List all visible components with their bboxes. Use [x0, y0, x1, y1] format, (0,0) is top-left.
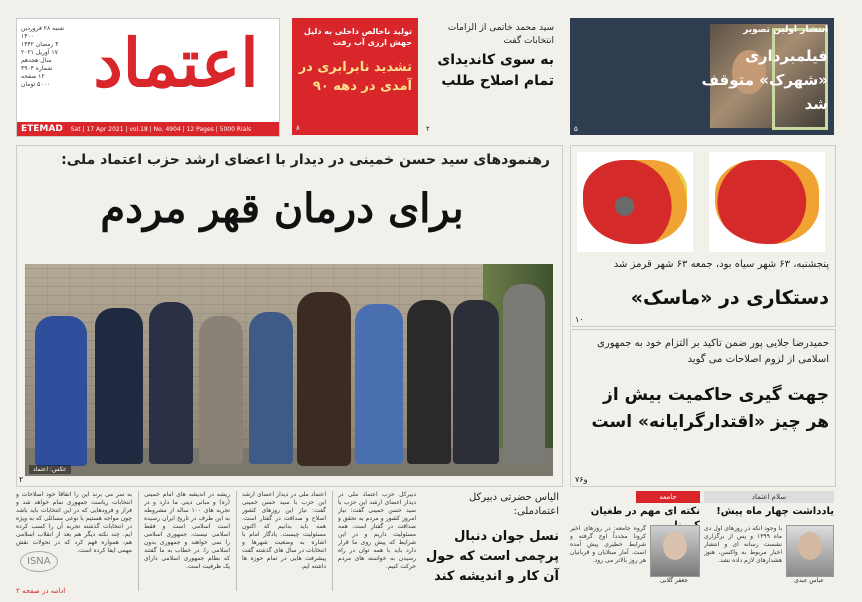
english-name: ETEMAD — [21, 124, 63, 134]
interview-kicker: الیاس حضرتی دبیرکل اعتمادملی: — [468, 492, 559, 517]
interview-headline[interactable]: نسل جوان دنبال پرچمی است که حول آن کار و اندیشه کند — [425, 529, 559, 584]
person-4 — [199, 316, 243, 464]
column-jameh-author: جعفر گلابی — [660, 577, 688, 584]
map-shape-left — [583, 160, 687, 244]
column-jameh-headline[interactable]: نکته ای مهم در طغیان — [590, 506, 700, 517]
column-salam-photo — [786, 525, 834, 577]
masthead — [16, 18, 280, 137]
teaser-khatami-kicker: سید محمد خاتمی از الزامات انتخابات گفت — [447, 23, 554, 46]
main-kicker: رهنمودهای سید حسن خمینی در دیدار با اعضای ارشد حزب اعتماد ملی: — [61, 152, 550, 168]
person-2 — [95, 308, 143, 464]
teaser-film-page: ۵ — [574, 125, 578, 133]
teaser-red-page: ۸ — [296, 124, 300, 132]
person-9 — [453, 300, 499, 464]
covid-block — [570, 145, 836, 327]
column-salam-headline[interactable]: یادداشت چهار ماه پیش! — [716, 506, 834, 517]
jalaeipour-block — [570, 329, 836, 487]
covid-headline[interactable]: دستکاری در «ماسک» — [630, 287, 829, 309]
covid-map-left — [577, 152, 693, 252]
teaser-red-headline: تشدید نابرابری در آمدی در دهه ۹۰ — [298, 60, 412, 94]
article-col-4: دبیرکل حزب اعتماد ملی در دیدار اعضای ارشد این حزب با سید حسن خمینی گفت: نیاز امروز کشور و مردم به تحقق و صداقت در گفتار است. همه مسئولیت داریم و در این شرایط که پیش روی ما قرار دارد باید با همه توان در راه رسیدن به خواسته های مردم حرکت کنیم. — [338, 491, 416, 570]
column-salam-body: با وجود آنکه در روزهای اول دی ماه ۱۳۹۹ و پس از برگزاری نشست رسانه ای و انتشار اخبار مربوط به واکسن، هنوز هشدارهای لازم داده نشد. — [704, 525, 782, 564]
teaser-film[interactable] — [570, 18, 834, 135]
article-col-2: ریشه در اندیشه های امام خمینی (ره) و مبانی دینی ما دارد و در تجربه های ۱۰۰ ساله از مشروطه به این طرف در تاریخ ایران رسیده است اسلامی است و فقط اسلامی نیست، جمهوری اسلامی را نمی خواهند و جمهوری بدون اسلامی را. در خطاب به ما گفتند که نظام جمهوری اسلامی دارای یک ظرفیت است. — [144, 491, 230, 570]
covid-page: ۱۰ — [575, 315, 584, 324]
interview-block — [422, 491, 561, 595]
price-line: ۵۰۰۰ تومان — [21, 81, 51, 88]
person-10 — [503, 284, 545, 464]
issue-line: شماره ۴۹۰۴ — [21, 65, 53, 72]
covid-map-right — [709, 152, 825, 252]
column-jameh-body: گروه جامعه: در روزهای اخیر کرونا مجدداً اوج گرفته و شرایط خطیری پیش آمده است. آمار مبتلایان و قربانیان هر روز بالاتر می رود. — [570, 525, 646, 564]
main-story — [16, 145, 563, 487]
teaser-khatami-page: ۲ — [426, 125, 430, 133]
article-body — [16, 491, 416, 595]
masthead-info — [21, 25, 77, 89]
teaser-red-lead: تولید ناخالص داخلی به دلیل جهش ارزی آب رفت — [303, 27, 412, 47]
person-3 — [149, 302, 193, 464]
article-col-1: به سر می برند این را اتفاقاً خود اصلاحات و انتخابات ریاست جمهوری نمام خواهد شد و فراز و فرودهایی که در این انتخابات باید باشد چون مواجه هستیم با نوعی مسائلی که به ویژه در انتخابات گذشته تجربه آن را کسب کرده ایم. چند نکته دیگر هم بعد از انقلاب اسلامی هم، همواره فهم کرد که در تحولات نقش مهمی ایفا کرده است. — [16, 491, 132, 554]
person-6-cleric — [297, 292, 351, 466]
main-page: ۲ — [19, 475, 24, 484]
column-jameh-section: جامعه — [636, 491, 700, 503]
map-shape-right — [715, 160, 819, 244]
masthead-strip — [17, 122, 279, 136]
teaser-khatami-headline: به سوی کاندیدای تمام اصلاح طلب — [437, 52, 554, 89]
covid-caption: پنجشنبه، ۶۳ شهر سیاه بود، جمعه ۶۳ شهر قرمز شد — [613, 259, 829, 270]
main-headline[interactable]: برای درمان قهر مردم — [100, 185, 464, 232]
col-divider-3 — [332, 491, 333, 591]
jalaeipour-page: ۷و۶ — [575, 475, 588, 484]
teaser-film-kicker: انتشار اولین تصویر — [743, 25, 828, 35]
article-col-3: اعتماد ملی در دیدار اعضای ارشد این حزب با سید حسن خمینی گفت: نیاز این روزهای کشور اصلاح و صداقت در گفتار است. همه باید بدانیم که اکنون مسئولیت چیست. یادگار امام با اشاره به وضعیت شهرها و انتخابات در سال های گذشته گفت پیشرفت هایی در تمام حوزه ها داشته ایم. — [242, 491, 326, 570]
person-1 — [35, 316, 87, 466]
continue-label[interactable]: ادامه در صفحه ۲ — [16, 587, 66, 595]
date-fa: شنبه ۲۸ فروردین ۱۴۰۰ — [21, 25, 65, 40]
column-jameh — [570, 491, 700, 595]
teaser-film-headline: فیلمبرداری «شهرک» متوقف شد — [701, 47, 828, 113]
column-salam-section: سلام اعتماد — [704, 491, 834, 503]
column-jameh-photo — [650, 525, 700, 577]
column-salam — [704, 491, 834, 595]
person-5 — [249, 312, 293, 464]
teaser-khatami[interactable] — [424, 18, 556, 135]
photo-caption: عکس: اعتماد — [29, 465, 71, 474]
year-line: سال هجدهم — [21, 57, 52, 64]
date-hijri: ۴ رمضان ۱۴۴۲ — [21, 41, 59, 48]
jalaeipour-lead: حمیدرضا جلایی پور ضمن تاکید بر التزام خود به جمهوری اسلامی از لزوم اصلاحات می گوید — [597, 338, 829, 365]
date-en: ۱۷ آوریل ۲۰۲۱ — [21, 49, 58, 56]
col-divider-1 — [138, 491, 139, 591]
logo: اعتماد — [93, 24, 259, 102]
strip-info: Sat | 17 Apr 2021 | vol.18 | No. 4904 | 12 Pages | 5000 Rials — [70, 126, 252, 133]
teaser-red[interactable] — [292, 18, 418, 135]
col-divider-2 — [236, 491, 237, 591]
pages-line: ۱۲ صفحه — [21, 73, 45, 80]
main-photo — [25, 264, 553, 476]
column-salam-author: عباس عبدی — [794, 577, 824, 584]
watermark: ISNA — [20, 551, 58, 572]
salam-face — [798, 532, 822, 560]
person-8 — [407, 300, 451, 464]
jalaeipour-headline[interactable]: جهت گیری حاکمیت بیش از هر چیز «اقتدارگرایانه» است — [591, 385, 829, 432]
person-7 — [355, 304, 403, 464]
jameh-face — [663, 532, 687, 560]
